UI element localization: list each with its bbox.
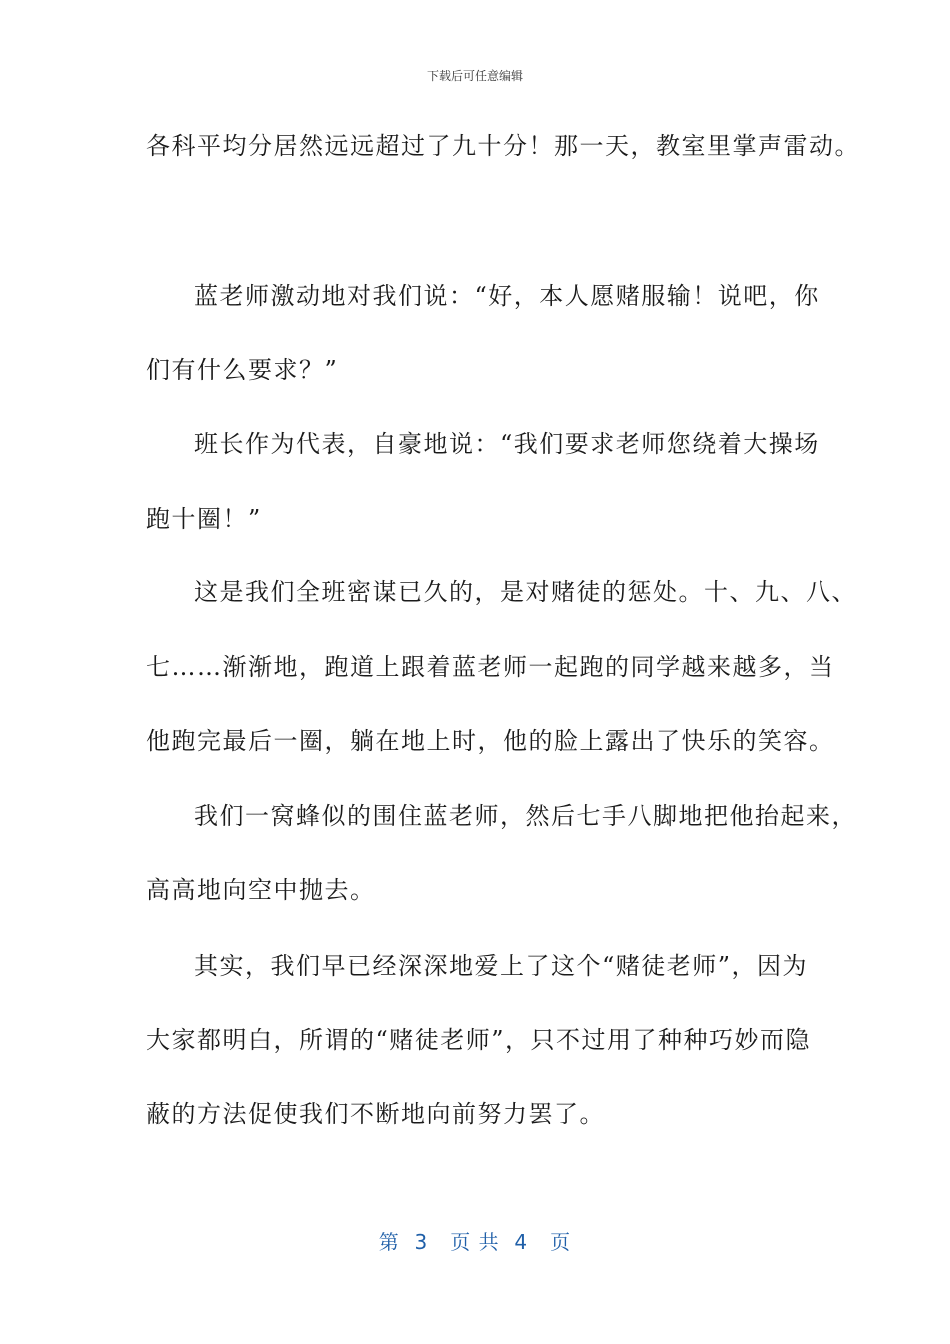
text-line: 们有什么要求？” — [146, 356, 339, 384]
text-line: 跑十圈！” — [146, 505, 262, 533]
text-line: 高高地向空中抛去。 — [146, 876, 376, 904]
text-line: 蔽的方法促使我们不断地向前努力罢了。 — [146, 1100, 605, 1128]
text-line: 这是我们全班密谋已久的，是对赌徒的惩处。十、九、八、 — [194, 578, 857, 606]
text-line: 他跑完最后一圈，躺在地上时，他的脸上露出了快乐的笑容。 — [146, 727, 835, 755]
header-note: 下载后可任意编辑 — [426, 69, 523, 83]
text-line: 蓝老师激动地对我们说：“好，本人愿赌服输！说吧，你 — [194, 282, 820, 310]
page-number: 第 3 页 共 4 页 — [378, 1230, 572, 1254]
text-line: 各科平均分居然远远超过了九十分！那一天，教室里掌声雷动。 — [146, 132, 860, 160]
text-line: 其实，我们早已经深深地爱上了这个“赌徒老师”，因为 — [194, 952, 809, 980]
text-line: 班长作为代表，自豪地说：“我们要求老师您绕着大操场 — [194, 430, 820, 458]
text-line: 大家都明白，所谓的“赌徒老师”，只不过用了种种巧妙而隐 — [146, 1026, 812, 1054]
text-line: 我们一窝蜂似的围住蓝老师，然后七手八脚地把他抬起来， — [194, 802, 857, 830]
text-line: 七……渐渐地，跑道上跟着蓝老师一起跑的同学越来越多，当 — [146, 653, 835, 681]
